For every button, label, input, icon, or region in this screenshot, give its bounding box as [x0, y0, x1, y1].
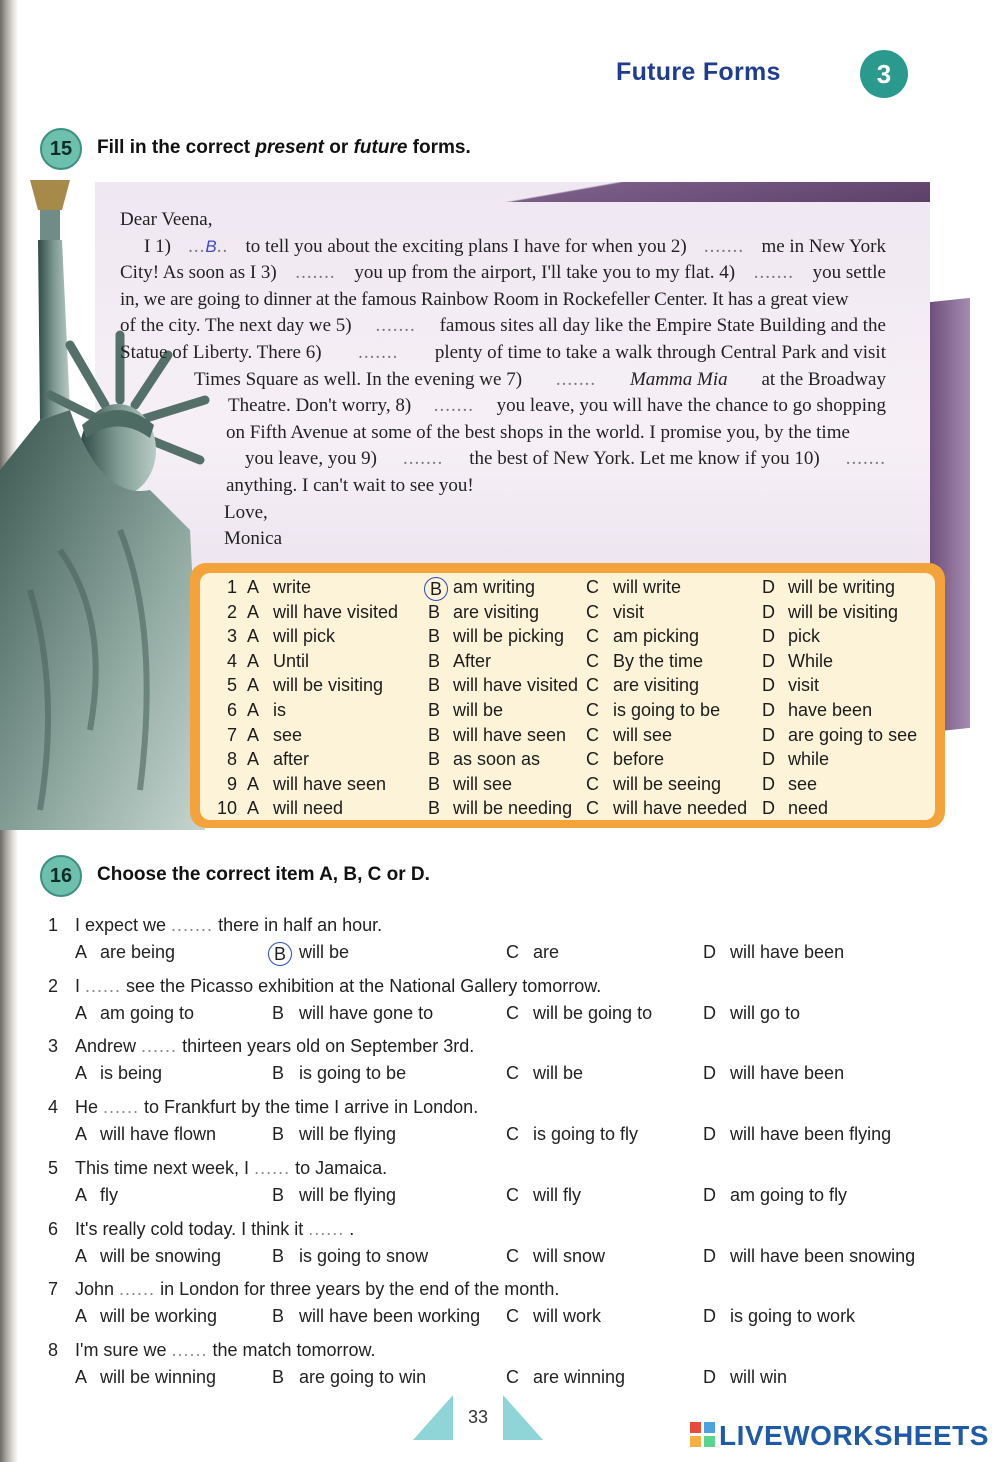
- answer-letter-d[interactable]: D: [703, 1245, 716, 1266]
- question-number: 4: [48, 1097, 59, 1118]
- blank-4[interactable]: .......: [753, 262, 794, 284]
- option-text-a[interactable]: Until: [273, 650, 310, 671]
- option-letter-d[interactable]: D: [762, 577, 775, 597]
- answer-text-b[interactable]: will be flying: [299, 1184, 397, 1205]
- option-number: 1: [227, 577, 238, 597]
- option-text-c[interactable]: am picking: [613, 626, 700, 647]
- answer-text-b[interactable]: is going to snow: [299, 1245, 429, 1266]
- option-text-b[interactable]: will be picking: [453, 626, 565, 647]
- option-text-b[interactable]: as soon as: [453, 749, 541, 770]
- option-text-c[interactable]: is going to be: [613, 700, 721, 720]
- option-text-d[interactable]: will be writing: [788, 577, 896, 597]
- option-text-a[interactable]: will pick: [273, 626, 336, 647]
- answer-letter-d[interactable]: D: [703, 1002, 716, 1023]
- option-text-d[interactable]: need: [788, 798, 829, 819]
- option-number: 7: [227, 724, 238, 745]
- option-text-c[interactable]: visit: [613, 601, 644, 622]
- option-text-b[interactable]: will be needing: [453, 798, 573, 819]
- question-text: I'm sure we ...... the match tomorrow.: [75, 1339, 376, 1360]
- option-text-b[interactable]: will have visited: [453, 675, 579, 696]
- option-text-b[interactable]: am writing: [453, 577, 536, 597]
- letter-line-1: I 1) ...B.. to tell you about the exciting plans I have for when you 2) ....... me in New York: [120, 234, 886, 261]
- option-letter-a[interactable]: A: [247, 650, 260, 671]
- answer-letter-d[interactable]: D: [703, 1366, 716, 1387]
- answer-text-d[interactable]: am going to fly: [730, 1184, 848, 1205]
- question-text: This time next week, I ...... to Jamaica.: [75, 1157, 388, 1178]
- answer-text-c[interactable]: will work: [533, 1306, 602, 1327]
- option-letter-a[interactable]: A: [247, 700, 260, 720]
- answer-letter-b[interactable]: B: [272, 1184, 285, 1205]
- option-text-b[interactable]: After: [453, 650, 492, 671]
- answer-1: B: [205, 236, 217, 256]
- answer-letter-c[interactable]: C: [506, 1245, 519, 1266]
- option-letter-d[interactable]: D: [762, 700, 775, 720]
- option-letter-c[interactable]: C: [586, 798, 599, 819]
- question-text: John ...... in London for three years by the end of the month.: [75, 1279, 560, 1300]
- option-letter-c[interactable]: C: [586, 773, 599, 794]
- option-letter-a[interactable]: A: [247, 601, 260, 622]
- option-letter-a[interactable]: A: [247, 577, 260, 597]
- option-text-a[interactable]: will be visiting: [273, 675, 384, 696]
- question-blank[interactable]: ......: [171, 1339, 208, 1360]
- answer-letter-c[interactable]: C: [506, 1124, 519, 1145]
- option-number: 8: [227, 749, 238, 770]
- option-text-c[interactable]: will see: [613, 724, 673, 745]
- option-text-b[interactable]: are visiting: [453, 601, 540, 622]
- answer-text-c[interactable]: are: [533, 942, 560, 962]
- answer-letter-c[interactable]: C: [506, 1184, 519, 1205]
- option-text-d[interactable]: While: [788, 650, 834, 671]
- option-number: 5: [227, 675, 238, 696]
- question-text: It's really cold today. I think it ...... .: [75, 1218, 355, 1239]
- answer-letter-b[interactable]: B: [272, 1306, 285, 1327]
- blank-7[interactable]: .......: [555, 368, 597, 390]
- page-number-tab: [413, 1395, 543, 1440]
- letter-closing: Love,: [224, 501, 268, 523]
- unit-title: Future Forms: [616, 58, 781, 86]
- blank-5[interactable]: .......: [375, 315, 416, 337]
- answer-letter-c[interactable]: C: [506, 1366, 519, 1387]
- answer-text-b[interactable]: will have gone to: [299, 1002, 434, 1023]
- exercise-15-number: 15: [40, 128, 82, 170]
- question-text: I ...... see the Picasso exhibition at the National Gallery tomorrow.: [75, 975, 602, 996]
- answer-letter-a[interactable]: A: [75, 1002, 88, 1023]
- question-number: 3: [48, 1036, 59, 1057]
- answer-letter-a[interactable]: A: [75, 942, 88, 962]
- question-number: 5: [48, 1157, 59, 1178]
- question-blank[interactable]: ......: [308, 1218, 345, 1239]
- option-letter-b[interactable]: B: [428, 724, 441, 745]
- option-letter-b[interactable]: B: [428, 749, 441, 770]
- answer-text-c[interactable]: are winning: [533, 1366, 626, 1387]
- answer-letter-b[interactable]: B: [272, 1245, 285, 1266]
- page-number: 33: [467, 1407, 489, 1427]
- answer-text-a[interactable]: will have flown: [100, 1124, 217, 1145]
- option-letter-c[interactable]: C: [586, 650, 599, 671]
- letter-line-7: Theatre. Don't worry, 8) ....... you leave, you will have the chance to go shopping: [120, 393, 886, 420]
- letter-line-8: on Fifth Avenue at some of the best shops in the world. I promise you, by the time: [226, 421, 850, 443]
- answer-text-a[interactable]: will be winning: [100, 1366, 217, 1387]
- option-text-a[interactable]: see: [273, 724, 303, 745]
- answer-letter-d[interactable]: D: [703, 942, 716, 962]
- option-letter-c[interactable]: C: [586, 749, 599, 770]
- option-letter-a[interactable]: A: [247, 626, 260, 647]
- answer-text-d[interactable]: is going to work: [730, 1306, 856, 1327]
- question-text: I expect we ....... there in half an hour.: [75, 915, 383, 935]
- question-text: He ...... to Frankfurt by the time I arrive in London.: [75, 1097, 479, 1118]
- exercise-16-title: Choose the correct item A, B, C or D.: [97, 864, 430, 885]
- blank-3[interactable]: .......: [295, 262, 336, 284]
- letter-line-6: Times Square as well. In the evening we 7) ....... Mamma Mia at the Broadway: [120, 367, 886, 394]
- answer-text-c[interactable]: will snow: [533, 1245, 606, 1266]
- answer-text-b[interactable]: are going to win: [299, 1366, 427, 1387]
- option-text-d[interactable]: will be visiting: [788, 601, 899, 622]
- option-text-c[interactable]: By the time: [613, 650, 704, 671]
- option-text-d[interactable]: pick: [788, 626, 821, 647]
- question-blank[interactable]: .......: [171, 915, 214, 935]
- answer-letter-b[interactable]: B: [272, 1366, 285, 1387]
- answer-text-d[interactable]: will win: [730, 1366, 788, 1387]
- blank-9[interactable]: .......: [402, 448, 444, 470]
- option-text-a[interactable]: write: [273, 577, 312, 597]
- option-letter-d[interactable]: D: [762, 798, 775, 819]
- letter-line-10: anything. I can't wait to see you!: [226, 474, 474, 496]
- answer-letter-a[interactable]: A: [75, 1063, 88, 1084]
- option-text-b[interactable]: will be: [453, 700, 504, 720]
- option-number: 6: [227, 700, 238, 720]
- option-letter-a[interactable]: A: [247, 675, 260, 696]
- blank-10[interactable]: .......: [845, 448, 886, 470]
- question-blank[interactable]: ......: [119, 1279, 156, 1300]
- option-letter-b[interactable]: B: [428, 650, 441, 671]
- answer-letter-d[interactable]: D: [703, 1063, 716, 1084]
- answer-letter-d[interactable]: D: [703, 1184, 716, 1205]
- option-letter-a[interactable]: A: [247, 724, 260, 745]
- answer-text-c[interactable]: is going to fly: [533, 1124, 639, 1145]
- letter-line-3: in, we are going to dinner at the famous Rainbow Room in Rockefeller Center. It has a great view: [120, 288, 849, 310]
- letter-line-5: Statue of Liberty. There 6) ....... plenty of time to take a walk through Central Park and visit: [120, 340, 886, 367]
- answer-text-a[interactable]: is being: [100, 1063, 163, 1084]
- option-text-d[interactable]: visit: [788, 675, 819, 696]
- option-letter-d[interactable]: D: [762, 626, 775, 647]
- blank-2[interactable]: .......: [703, 235, 745, 257]
- answer-letter-b[interactable]: B: [272, 1063, 285, 1084]
- answer-text-a[interactable]: will be working: [100, 1306, 218, 1327]
- option-number: 9: [227, 773, 238, 794]
- option-letter-d[interactable]: D: [762, 724, 775, 745]
- question-number: 2: [48, 975, 59, 996]
- option-text-a[interactable]: will have seen: [273, 773, 387, 794]
- option-letter-b[interactable]: B: [428, 626, 441, 647]
- option-letter-a[interactable]: A: [247, 773, 260, 794]
- option-letter-d[interactable]: D: [762, 601, 775, 622]
- question-blank[interactable]: ......: [254, 1157, 291, 1178]
- option-number: 10: [217, 798, 238, 819]
- option-number: 4: [227, 650, 238, 671]
- answer-text-b[interactable]: will be: [299, 942, 350, 962]
- answer-text-d[interactable]: will go to: [730, 1002, 801, 1023]
- answer-text-c[interactable]: will be: [533, 1063, 584, 1084]
- option-letter-d[interactable]: D: [762, 749, 775, 770]
- answer-letter-c[interactable]: C: [506, 1306, 519, 1327]
- answer-letter-a[interactable]: A: [75, 1366, 88, 1387]
- option-letter-c[interactable]: C: [586, 700, 599, 720]
- answer-letter-b[interactable]: B: [272, 1124, 285, 1145]
- answer-letter-d[interactable]: D: [703, 1306, 716, 1327]
- option-number: 3: [227, 626, 238, 647]
- option-text-b[interactable]: will see: [453, 773, 513, 794]
- answer-letter-d[interactable]: D: [703, 1124, 716, 1145]
- option-text-d[interactable]: have been: [788, 700, 873, 720]
- liveworksheets-logo: LIVEWORKSHEETS: [690, 1420, 989, 1452]
- option-text-a[interactable]: will have visited: [273, 601, 399, 622]
- answer-text-b[interactable]: is going to be: [299, 1063, 407, 1084]
- option-text-a[interactable]: will need: [273, 798, 344, 819]
- answer-letter-c[interactable]: C: [506, 1063, 519, 1084]
- option-letter-c[interactable]: C: [586, 577, 599, 597]
- blank-1[interactable]: ...B..: [188, 235, 229, 257]
- option-text-c[interactable]: will write: [613, 577, 682, 597]
- answer-letter-a[interactable]: A: [75, 1184, 88, 1205]
- option-text-c[interactable]: are visiting: [613, 675, 700, 696]
- answer-text-d[interactable]: will have been: [730, 1063, 845, 1084]
- question-blank[interactable]: ......: [103, 1097, 140, 1118]
- answer-text-d[interactable]: will have been: [730, 942, 845, 962]
- answer-text-a[interactable]: are being: [100, 942, 176, 962]
- exercise-16-number: 16: [40, 855, 82, 897]
- question-number: 7: [48, 1279, 59, 1300]
- option-letter-a[interactable]: A: [247, 798, 260, 819]
- question-blank[interactable]: ......: [85, 975, 122, 996]
- option-letter-b[interactable]: B: [428, 798, 441, 819]
- option-number: 2: [227, 601, 238, 622]
- option-letter-c[interactable]: C: [586, 601, 599, 622]
- option-letter-d[interactable]: D: [762, 773, 775, 794]
- question-number: 6: [48, 1218, 59, 1239]
- answer-text-d[interactable]: will have been flying: [730, 1124, 892, 1145]
- option-text-c[interactable]: before: [613, 749, 665, 770]
- option-text-c[interactable]: will be seeing: [613, 773, 722, 794]
- answer-text-a[interactable]: am going to: [100, 1002, 195, 1023]
- option-letter-a[interactable]: A: [247, 749, 260, 770]
- answer-text-a[interactable]: fly: [100, 1184, 118, 1205]
- question-blank[interactable]: ......: [141, 1036, 178, 1057]
- answer-text-a[interactable]: will be snowing: [100, 1245, 222, 1266]
- answer-letter-c[interactable]: C: [506, 942, 519, 962]
- option-text-a[interactable]: is: [273, 700, 286, 720]
- option-letter-d[interactable]: D: [762, 650, 775, 671]
- question-number: 8: [48, 1339, 59, 1360]
- option-text-d[interactable]: see: [788, 773, 818, 794]
- answer-text-b[interactable]: will have been working: [299, 1306, 481, 1327]
- answer-letter-c[interactable]: C: [506, 1002, 519, 1023]
- unit-number-badge: 3: [860, 50, 908, 98]
- option-letter-b[interactable]: B: [428, 700, 441, 720]
- option-text-d[interactable]: are going to see: [788, 724, 918, 745]
- answer-letter-b[interactable]: B: [272, 1002, 285, 1023]
- option-letter-c[interactable]: C: [586, 626, 599, 647]
- letter-line-4: of the city. The next day we 5) ....... famous sites all day like the Empire State Building and the: [120, 313, 886, 340]
- letter-greeting: Dear Veena,: [120, 209, 213, 230]
- answer-letter-a[interactable]: A: [75, 1306, 88, 1327]
- option-letter-b[interactable]: B: [428, 675, 441, 696]
- answer-text-c[interactable]: will fly: [533, 1184, 581, 1205]
- question-number: 1: [48, 915, 59, 935]
- option-text-b[interactable]: will have seen: [453, 724, 567, 745]
- option-letter-c[interactable]: C: [586, 675, 599, 696]
- option-text-a[interactable]: after: [273, 749, 310, 770]
- answer-letter-a[interactable]: A: [75, 1245, 88, 1266]
- blank-8[interactable]: .......: [433, 395, 474, 417]
- letter-text: [120, 207, 886, 553]
- option-text-c[interactable]: will have needed: [613, 798, 748, 819]
- option-letter-b[interactable]: B: [428, 773, 441, 794]
- answer-text-b[interactable]: will be flying: [299, 1124, 397, 1145]
- letter-line-9: you leave, you 9) ....... the best of New York. Let me know if you 10) .......: [120, 446, 886, 473]
- blank-6[interactable]: .......: [358, 341, 399, 363]
- option-letter-c[interactable]: C: [586, 724, 599, 745]
- option-letter-d[interactable]: D: [762, 675, 775, 696]
- brand-grid-icon: [690, 1422, 716, 1448]
- exercise-15-title: Fill in the correct present or future forms.: [97, 137, 471, 158]
- answer-text-c[interactable]: will be going to: [533, 1002, 653, 1023]
- answer-letter-a[interactable]: A: [75, 1124, 88, 1145]
- question-text: Andrew ...... thirteen years old on September 3rd.: [75, 1036, 475, 1057]
- answer-text-d[interactable]: will have been snowing: [730, 1245, 916, 1266]
- letter-line-2: City! As soon as I 3) ....... you up from the airport, I'll take you to my flat. 4) ....... you settle: [120, 260, 886, 287]
- option-letter-b[interactable]: B: [428, 601, 441, 622]
- option-text-d[interactable]: while: [788, 749, 830, 770]
- letter-signature: Monica: [224, 528, 283, 550]
